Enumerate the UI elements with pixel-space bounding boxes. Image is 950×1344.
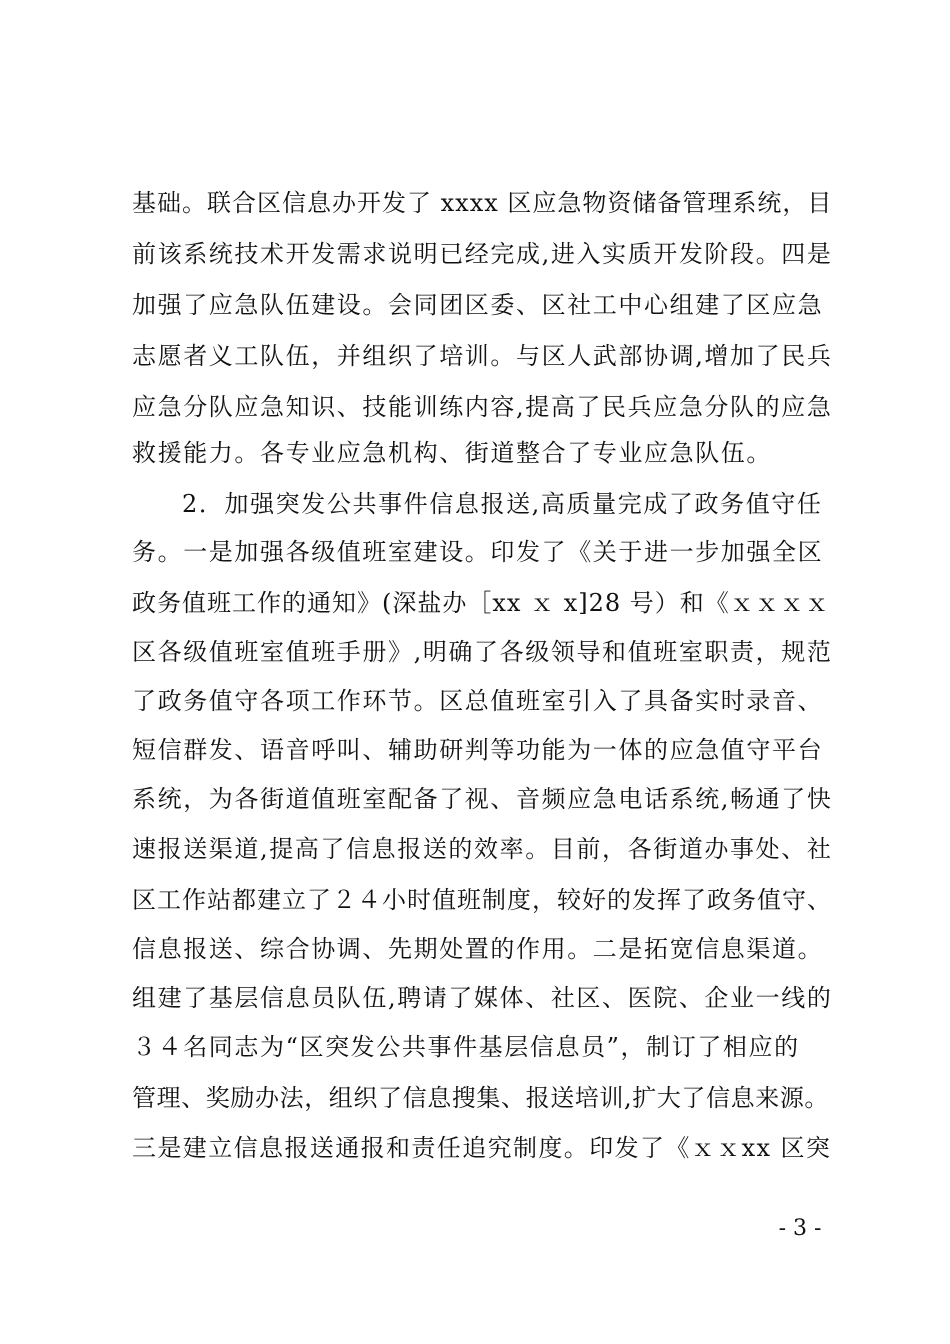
body-text-line: 区工作站都建立了２４小时值班制度，较好的发挥了政务值守、 — [132, 886, 832, 914]
body-text-line: 救援能力。各专业应急机构、街道整合了专业应急队伍。 — [132, 439, 772, 467]
body-text-line: 志愿者义工队伍，并组织了培训。与区人武部协调,增加了民兵 — [132, 342, 833, 370]
page-number: - 3 - — [778, 1216, 822, 1241]
body-text-line: 三是建立信息报送通报和责任追究制度。印发了《ｘｘxx 区突 — [132, 1134, 832, 1162]
body-text-line: ３４名同志为“区突发公共事件基层信息员”，制订了相应的 — [132, 1033, 800, 1061]
body-text-line: 速报送渠道,提高了信息报送的效率。目前，各街道办事处、社 — [132, 835, 833, 863]
body-text-line: 加强了应急队伍建设。会同团区委、区社工中心组建了区应急 — [132, 291, 824, 319]
paragraph-start-line: 2．加强突发公共事件信息报送,高质量完成了政务值守任 — [182, 490, 823, 518]
body-text-line: 管理、奖励办法，组织了信息搜集、报送培训,扩大了信息来源。 — [132, 1084, 830, 1112]
body-text-line: 系统，为各街道值班室配备了视、音频应急电话系统,畅通了快 — [132, 785, 833, 813]
body-text-line: 组建了基层信息员队伍,聘请了媒体、社区、医院、企业一线的 — [132, 984, 833, 1012]
body-text-line: 基础。联合区信息办开发了 xxxx 区应急物资储备管理系统，目 — [132, 189, 833, 217]
body-text-line: 区各级值班室值班手册》,明确了各级领导和值班室职责，规范 — [132, 638, 833, 666]
body-text-line: 信息报送、综合协调、先期处置的作用。二是拓宽信息渠道。 — [132, 935, 824, 963]
body-text-line: 政务值班工作的通知》(深盐办［xx ｘ x]28 号）和《ｘｘｘｘ — [132, 589, 830, 617]
body-text-line: 前该系统技术开发需求说明已经完成,进入实质开发阶段。四是 — [132, 240, 833, 268]
body-text-line: 应急分队应急知识、技能训练内容,提高了民兵应急分队的应急 — [132, 393, 833, 421]
body-text-line: 务。一是加强各级值班室建设。印发了《关于进一步加强全区 — [132, 538, 824, 566]
body-text-line: 短信群发、语音呼叫、辅助研判等功能为一体的应急值守平台 — [132, 736, 824, 764]
body-text-line: 了政务值守各项工作环节。区总值班室引入了具备实时录音、 — [132, 687, 824, 715]
